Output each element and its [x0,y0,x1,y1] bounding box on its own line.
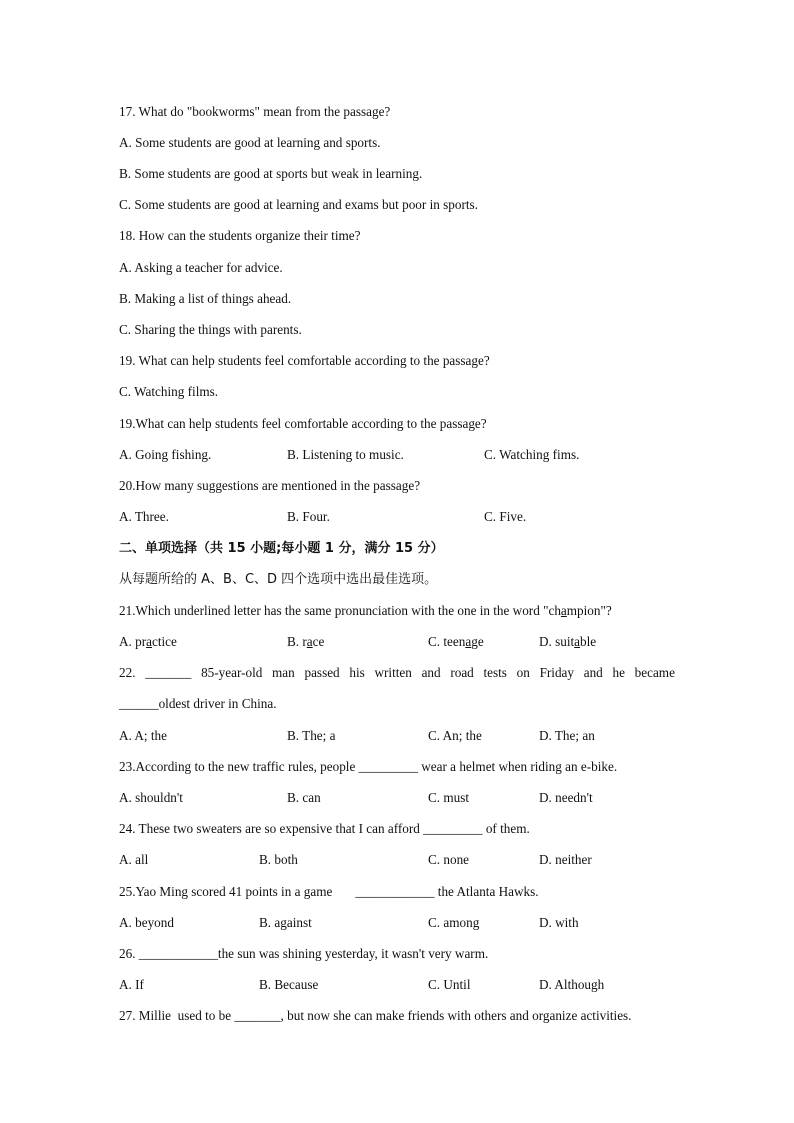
question-22-option-b: B. The; a [287,728,336,743]
stem-word: his [349,665,365,680]
question-23-stem: 23.According to the new traffic rules, people _________ wear a helmet when riding an e-bike. [119,759,618,774]
stem-word: 85-year-old [201,665,263,680]
question-21-option-c: C. teenage [428,634,484,649]
question-26-option-b: B. Because [259,977,319,992]
question-19-repeat-option-c: C. Watching fims. [484,447,580,462]
question-26-option-d: D. Although [539,977,605,992]
stem-word: and [421,665,441,680]
stem-word: passed [304,665,340,680]
question-27-stem: 27. Millie used to be _______, but now she can make friends with others and organize activities. [119,1008,632,1023]
question-23-option-a: A. shouldn't [119,790,183,805]
section-heading: 二、单项选择（共 15 小题;每小题 1 分，满分 15 分） [119,541,444,556]
underlined-letter: a [560,603,567,618]
question-19-repeat-option-a: A. Going fishing. [119,447,212,462]
question-24-option-a: A. all [119,852,149,867]
question-26-option-a: A. If [119,977,144,992]
stem-word: 22. [119,665,136,680]
question-25-option-a: A. beyond [119,915,174,930]
question-20-option-c: C. Five. [484,509,527,524]
question-19-stem: 19. What can help students feel comfortable according to the passage? [119,353,490,368]
question-24-option-b: B. both [259,852,298,867]
question-23-option-b: B. can [287,790,321,805]
stem-word: he [612,665,625,680]
stem-word: written [374,665,412,680]
section-instruction: 从每题所给的 A、B、C、D 四个选项中选出最佳选项。 [119,572,438,587]
question-22-option-a: A. A; the [119,728,167,743]
question-18-option-a: A. Asking a teacher for advice. [119,260,283,275]
question-17-option-b: B. Some students are good at sports but weak in learning. [119,166,423,181]
stem-word: road [450,665,474,680]
question-23-option-d: D. needn't [539,790,593,805]
question-18-option-c: C. Sharing the things with parents. [119,322,302,337]
question-21-option-a: A. practice [119,634,177,649]
question-20-stem: 20.How many suggestions are mentioned in the passage? [119,478,421,493]
answer-blank: _______ [145,665,192,680]
question-21-option-b: B. race [287,634,325,649]
question-22-stem-line2: ______oldest driver in China. [119,696,277,711]
question-17-option-c: C. Some students are good at learning and exams but poor in sports. [119,197,478,212]
question-22-option-d: D. The; an [539,728,595,743]
question-22-option-c: C. An; the [428,728,482,743]
question-24-option-d: D. neither [539,852,592,867]
question-26-stem: 26. ____________the sun was shining yesterday, it wasn't very warm. [119,946,489,961]
question-23-option-c: C. must [428,790,470,805]
question-19-option-c: C. Watching films. [119,384,219,399]
question-17-option-a: A. Some students are good at learning and sports. [119,135,381,150]
stem-word: tests [483,665,507,680]
stem-word: and [583,665,603,680]
question-24-stem: 24. These two sweaters are so expensive that I can afford _________ of them. [119,821,530,836]
question-19-repeat-option-b: B. Listening to music. [287,447,404,462]
question-22-stem-line1 [119,665,675,681]
stem-word: became [634,665,675,680]
question-19-repeat-stem: 19.What can help students feel comfortable according to the passage? [119,416,487,431]
question-25-option-d: D. with [539,915,579,930]
question-25-option-c: C. among [428,915,480,930]
question-20-option-a: A. Three. [119,509,169,524]
stem-word: Friday [539,665,574,680]
question-18-option-b: B. Making a list of things ahead. [119,291,292,306]
question-25-option-b: B. against [259,915,312,930]
question-26-option-c: C. Until [428,977,471,992]
question-17-stem: 17. What do "bookworms" mean from the passage? [119,104,391,119]
question-21-option-d: D. suitable [539,634,597,649]
question-18-stem: 18. How can the students organize their time? [119,228,361,243]
stem-word: man [272,665,295,680]
question-20-option-b: B. Four. [287,509,330,524]
question-25-stem: 25.Yao Ming scored 41 points in a game ____________ the Atlanta Hawks. [119,884,539,899]
question-24-option-c: C. none [428,852,470,867]
question-21-stem: 21.Which underlined letter has the same pronunciation with the one in the word "champion"? [119,603,612,618]
stem-word: on [516,665,530,680]
